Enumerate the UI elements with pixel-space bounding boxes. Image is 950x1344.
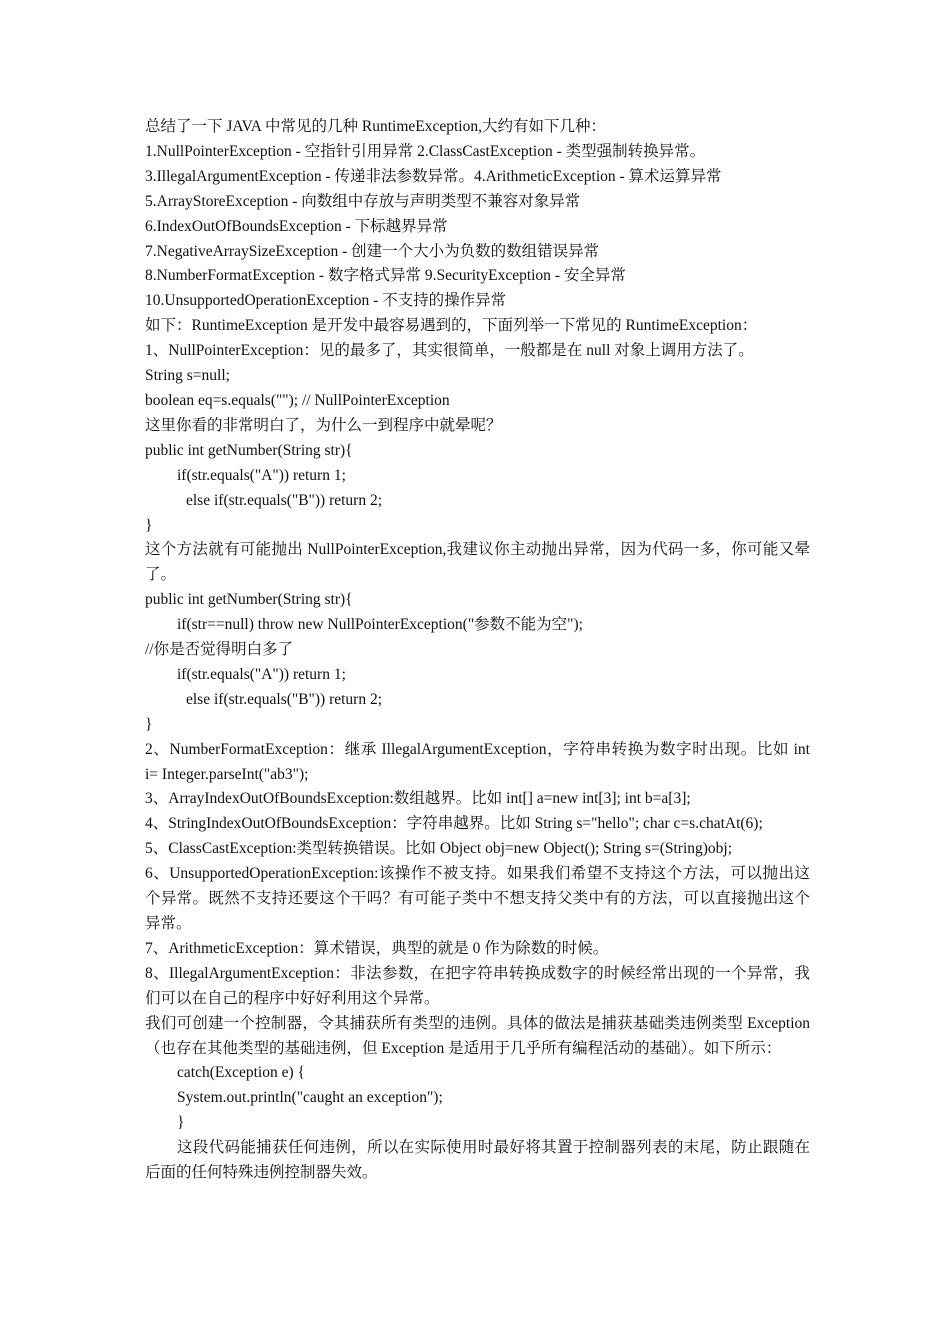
paragraph-line: 5、ClassCastException:类型转换错误。比如 Object obj=new Object(); String s=(String)obj; — [145, 840, 733, 858]
code-line: if(str.equals("A")) return 1; — [177, 665, 346, 683]
paragraph: 这段代码能捕获任何违例，所以在实际使用时最好将其置于控制器列表的末尾，防止跟随在后面的任何特殊违例控制器失效。 — [145, 1139, 810, 1182]
list-line: 8.NumberFormatException - 数字格式异常 9.SecurityException - 安全异常 — [145, 267, 626, 285]
list-line: 6.IndexOutOfBoundsException - 下标越界异常 — [145, 217, 448, 235]
paragraph-line: 3、ArrayIndexOutOfBoundsException:数组越界。比如 int[] a=new int[3]; int b=a[3]; — [145, 790, 691, 808]
code-line: if(str==null) throw new NullPointerException("参数不能为空"); — [177, 616, 583, 634]
intro-line: 总结了一下 JAVA 中常见的几种 RuntimeException,大约有如下几种： — [145, 118, 606, 135]
paragraph: 2、NumberFormatException：继承 IllegalArgumentException，字符串转换为数字时出现。比如 int i= Integer.parseInt("ab3"); — [145, 740, 810, 783]
code-line: catch(Exception e) { — [177, 1064, 305, 1082]
code-comment: //你是否觉得明白多了 — [145, 641, 294, 659]
list-line: 5.ArrayStoreException - 向数组中存放与声明类型不兼容对象异常 — [145, 192, 581, 210]
document-body — [145, 115, 810, 1186]
paragraph-line: 这里你看的非常明白了，为什么一到程序中就晕呢？ — [145, 416, 502, 434]
paragraph: 8、IllegalArgumentException：非法参数，在把字符串转换成数字的时候经常出现的一个异常，我们可以在自己的程序中好好利用这个异常。 — [145, 964, 810, 1007]
paragraph-line: 4、StringIndexOutOfBoundsException：字符串越界。比如 String s="hello"; char c=s.chatAt(6); — [145, 815, 763, 833]
paragraph-line: 1、NullPointerException：见的最多了，其实很简单，一般都是在 null 对象上调用方法了。 — [145, 342, 754, 360]
paragraph: 这个方法就有可能抛出 NullPointerException,我建议你主动抛出异常，因为代码一多，你可能又晕了。 — [145, 541, 810, 584]
code-line: } — [177, 1114, 185, 1132]
code-line: if(str.equals("A")) return 1; — [177, 466, 346, 484]
code-line: } — [145, 516, 153, 534]
paragraph-line: 7、ArithmeticException：算术错误，典型的就是 0 作为除数的时候。 — [145, 939, 609, 957]
code-line: else if(str.equals("B")) return 2; — [186, 491, 383, 509]
code-line: String s=null; — [145, 367, 230, 385]
code-line: public int getNumber(String str){ — [145, 591, 353, 609]
list-line: 3.IllegalArgumentException - 传递非法参数异常。4.ArithmeticException - 算术运算异常 — [145, 167, 722, 185]
paragraph: 6、UnsupportedOperationException:该操作不被支持。如果我们希望不支持这个方法，可以抛出这个异常。既然不支持还要这个干吗？有可能子类中不想支持父类中有的方法，可以直接抛出这个异常。 — [145, 865, 810, 932]
code-line: } — [145, 715, 153, 733]
code-line: boolean eq=s.equals(""); // NullPointerException — [145, 391, 450, 409]
code-line: else if(str.equals("B")) return 2; — [186, 690, 383, 708]
list-line: 1.NullPointerException - 空指针引用异常 2.ClassCastException - 类型强制转换异常。 — [145, 142, 706, 160]
list-line: 7.NegativeArraySizeException - 创建一个大小为负数的数组错误异常 — [145, 242, 600, 260]
paragraph-line: 如下：RuntimeException 是开发中最容易遇到的，下面列举一下常见的 RuntimeException： — [145, 317, 758, 335]
list-line: 10.UnsupportedOperationException - 不支持的操作异常 — [145, 292, 507, 310]
code-line: System.out.println("caught an exception"); — [177, 1089, 443, 1107]
paragraph: 我们可创建一个控制器，令其捕获所有类型的违例。具体的做法是捕获基础类违例类型 Exception（也存在其他类型的基础违例，但 Exception 是适用于几乎所有编程活动的基础）。如下所示： — [145, 1014, 810, 1057]
code-line: public int getNumber(String str){ — [145, 441, 353, 459]
